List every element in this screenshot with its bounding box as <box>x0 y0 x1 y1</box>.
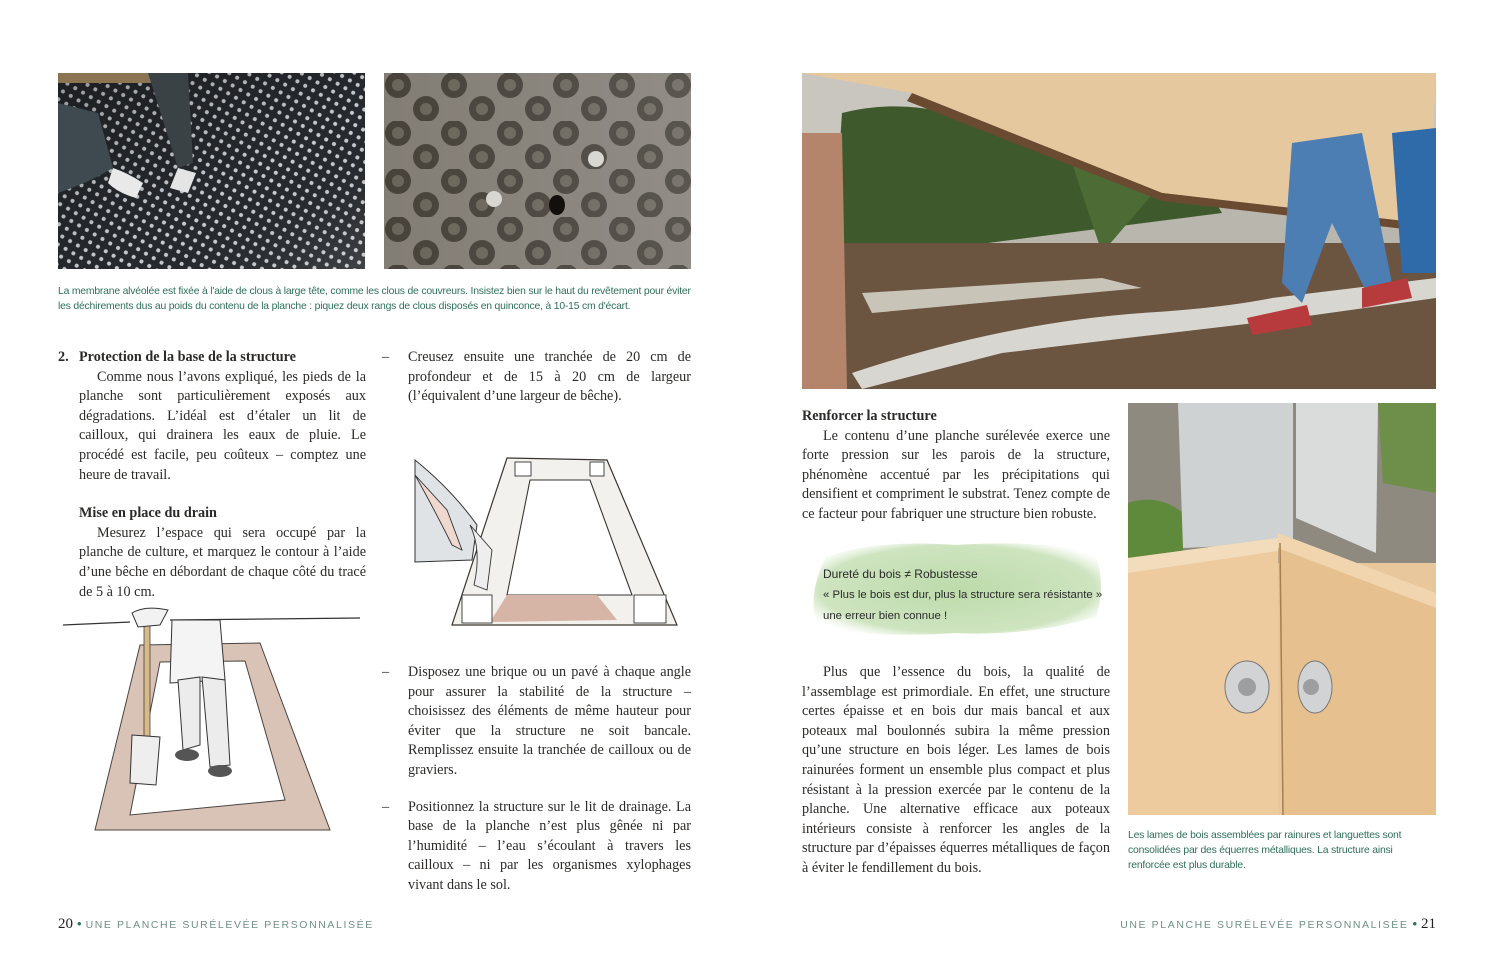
photo-carrying-structure <box>802 73 1436 389</box>
nail-head <box>588 151 604 167</box>
right-column-text-1 <box>802 407 1110 525</box>
photo-membrane-closeup <box>384 73 691 269</box>
right-column-text-2: Plus que l’essence du bois, la qualité de l’assemblage est primordiale. En effet, une structure certes épaisse et en bois dur mais bancal et aux poteaux mal boulonnés subira la même pression qu’une structure en bois léger. Les lames de bois rainurées forment un ensemble plus compact et plus résistant à la pression exercée par le contenu de la planche. Une alternative efficace aux poteaux intérieurs consiste à renforcer les angles de la structure par d’épaisses équerres métalliques de façon à éviter le fendillement du bois. <box>802 664 1110 876</box>
footer-bullet: • <box>77 916 82 931</box>
membrane-dimple-pattern <box>58 73 365 269</box>
running-title: UNE PLANCHE SURÉLEVÉE PERSONNALISÉE <box>85 919 374 931</box>
photo-membrane-nailing <box>58 73 365 269</box>
section-paragraph: Le contenu d’une planche surélevée exerce une forte pression sur les parois de la structure, phénomène accentué par les précipitations qui densifient et compriment le substrat. Tenez compte de ce facteur pour fabriquer une structure bien robuste. <box>802 427 1110 522</box>
left-column-2-steps <box>382 663 691 896</box>
tip-note: une erreur bien connue ! <box>823 610 948 622</box>
subsection-paragraph: Mesurez l’espace qui sera occupé par la planche de culture, et marquez le contour à l’aide d’une bêche en débordant de chaque côté du tracé de 5 à 10 cm. <box>79 524 366 600</box>
membrane-closeup-pattern <box>384 73 691 269</box>
nail-head <box>486 191 502 207</box>
step-item <box>382 798 691 896</box>
illustration-spade-contour <box>60 605 365 840</box>
membrane-photo-caption: La membrane alvéolée est fixée à l'aide de clous à large tête, comme les clous de couvreurs. Insistez bien sur le haut du revêtement pour éviter les déchirements dus au poids du contenu de la planche : piquez deux rangs de clous disposés en quinconce, à 10-15 cm d'écart. <box>58 286 691 312</box>
step-dash: – <box>382 349 390 365</box>
tip-quote: « Plus le bois est dur, plus la structure sera résistante » <box>823 589 1103 601</box>
tip-title: Dureté du bois ≠ Robustesse <box>823 567 978 581</box>
section-title: Protection de la base de la structure <box>79 349 296 365</box>
section-title: Renforcer la structure <box>802 408 937 424</box>
tip-box <box>806 537 1106 640</box>
bracket-photo-caption: Les lames de bois assemblées par rainures et languettes sont consolidées par des équerres métalliques. La structure ainsi renforcée est plus durable. <box>1128 830 1402 871</box>
step-dash: – <box>382 798 390 815</box>
running-title: UNE PLANCHE SURÉLEVÉE PERSONNALISÉE <box>1120 919 1409 931</box>
step-text: Creusez ensuite une tranchée de 20 cm de profondeur et de 15 à 20 cm de largeur (l’équivalent d’une largeur de bêche). <box>408 349 691 405</box>
step-dash: – <box>382 664 390 680</box>
section-heading <box>58 348 366 368</box>
right-page-footer <box>1120 916 1436 933</box>
left-page-footer <box>58 916 374 933</box>
footer-bullet: • <box>1412 916 1417 931</box>
section-paragraph: Comme nous l’avons expliqué, les pieds de la planche sont particulièrement exposés aux dégradations. L’idéal est d’étaler un lit de cailloux, qui drainera les eaux de pluie. Le procédé est facile, peu coûteux – comptez une heure de travail. <box>79 368 366 483</box>
page-number: 20 <box>58 916 73 932</box>
illustration-trench-bricks <box>412 450 694 635</box>
tip-content <box>823 564 1103 627</box>
step-text: Disposez une brique ou un pavé à chaque angle pour assurer la stabilité de la structure – choisissez des éléments de même hauteur pour éviter que la structure ne soit bancale. Remplissez ensuite la tranchée de cailloux ou de graviers. <box>408 664 691 778</box>
step-item <box>382 348 691 407</box>
subsection-title: Mise en place du drain <box>79 505 217 522</box>
step-text: Positionnez la structure sur le lit de drainage. La base de la planche n’est plus gênée ni par l’humidité – l’eau s’écoulant à travers les cailloux – ni par les organismes xylophages vivant dans le sol. <box>408 798 691 893</box>
left-column-1 <box>58 348 366 602</box>
page-number: 21 <box>1421 916 1436 932</box>
step-item <box>382 663 691 781</box>
left-column-2 <box>382 348 691 407</box>
photo-metal-corner-bracket <box>1128 403 1436 815</box>
metal-bracket <box>1178 403 1293 548</box>
section-number: 2. <box>58 349 69 365</box>
